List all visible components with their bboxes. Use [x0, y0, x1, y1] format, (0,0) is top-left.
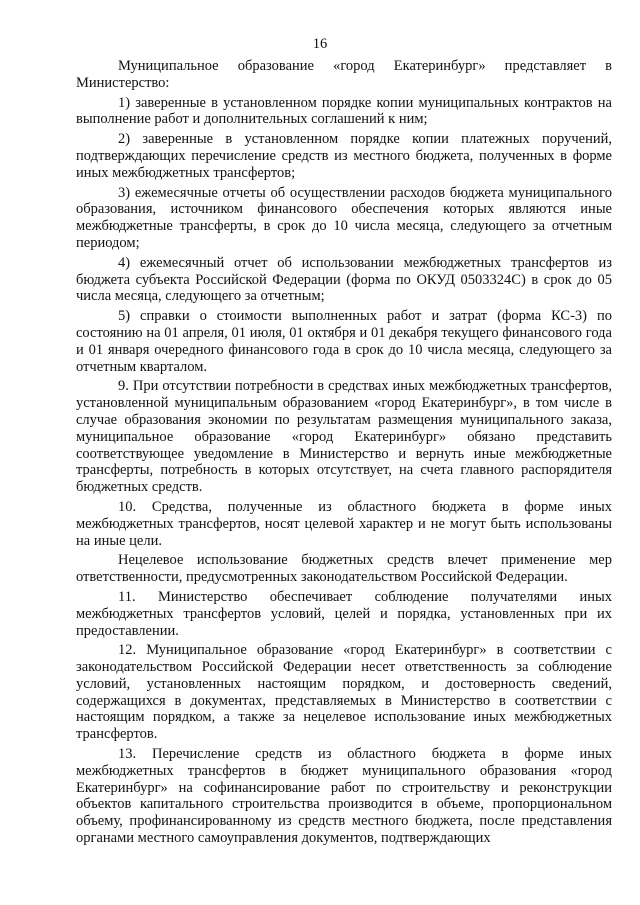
paragraph-clause-13: 13. Перечисление средств из областного бюджета в форме иных межбюджетных трансфертов в бюджет муниципального образования «город Екатеринбург» на софинансирование работ по строительству и реконструкции объектов капитального строительства производится в объеме, пропорциональном объему, профинансированному из средств местного бюджета, после представления органами местного самоуправления документов, подтверждающих — [76, 746, 612, 847]
paragraph-clause-9: 9. При отсутствии потребности в средствах иных межбюджетных трансфертов, установленной муниципальным образованием «город Екатеринбург», в том числе в случае образования экономии по результатам размещения муниципального заказа, муниципальное образование «город Екатеринбург» обязано представить соответствующее уведомление в Министерство и вернуть иные межбюджетные трансферты, потребность в которых отсутствует, на счета главного распорядителя бюджетных средств. — [76, 378, 612, 496]
paragraph-intro: Муниципальное образование «город Екатеринбург» представляет в Министерство: — [76, 58, 612, 91]
paragraph-item-5: 5) справки о стоимости выполненных работ и затрат (форма КС-3) по состоянию на 01 апреля, 01 июля, 01 октября и 01 декабря текущего финансового года и 01 января очередного финансового года в срок до 10 числа месяца, следующего за отчетным кварталом. — [76, 308, 612, 375]
page-number: 16 — [312, 36, 328, 52]
paragraph-item-1: 1) заверенные в установленном порядке копии муниципальных контрактов на выполнение работ и дополнительных соглашений к ним; — [76, 94, 612, 128]
paragraph-clause-11: 11. Министерство обеспечивает соблюдение получателями иных межбюджетных трансфертов условий, целей и порядка, установленных при их предоставлении. — [76, 588, 612, 639]
document-body — [76, 58, 612, 850]
paragraph-misuse-liability: Нецелевое использование бюджетных средств влечет применение мер ответственности, предусмотренных законодательством Российской Федерации. — [76, 552, 612, 586]
paragraph-item-2: 2) заверенные в установленном порядке копии платежных поручений, подтверждающих перечисление средств из местного бюджета, полученных в форме иных межбюджетных трансфертов; — [76, 131, 612, 181]
paragraph-item-3: 3) ежемесячные отчеты об осуществлении расходов бюджета муниципального образования, источником финансового обеспечения которых являются иные межбюджетные трансферты, в срок до 10 числа месяца, следующего за отчетным периодом; — [76, 184, 612, 251]
paragraph-clause-12: 12. Муниципальное образование «город Екатеринбург» в соответствии с законодательством Российской Федерации несет ответственность за соблюдение условий, установленных настоящим порядком, и достоверность сведений, содержащихся в документах, представляемых в Министерство в соответствии с настоящим порядком, а также за нецелевое использование иных межбюджетных трансфертов. — [76, 642, 612, 743]
paragraph-item-4: 4) ежемесячный отчет об использовании межбюджетных трансфертов из бюджета субъекта Российской Федерации (форма по ОКУД 0503324С) в срок до 05 числа месяца, следующего за отчетным; — [76, 254, 612, 305]
paragraph-clause-10: 10. Средства, полученные из областного бюджета в форме иных межбюджетных трансфертов, носят целевой характер и не могут быть использованы на иные цели. — [76, 498, 612, 549]
